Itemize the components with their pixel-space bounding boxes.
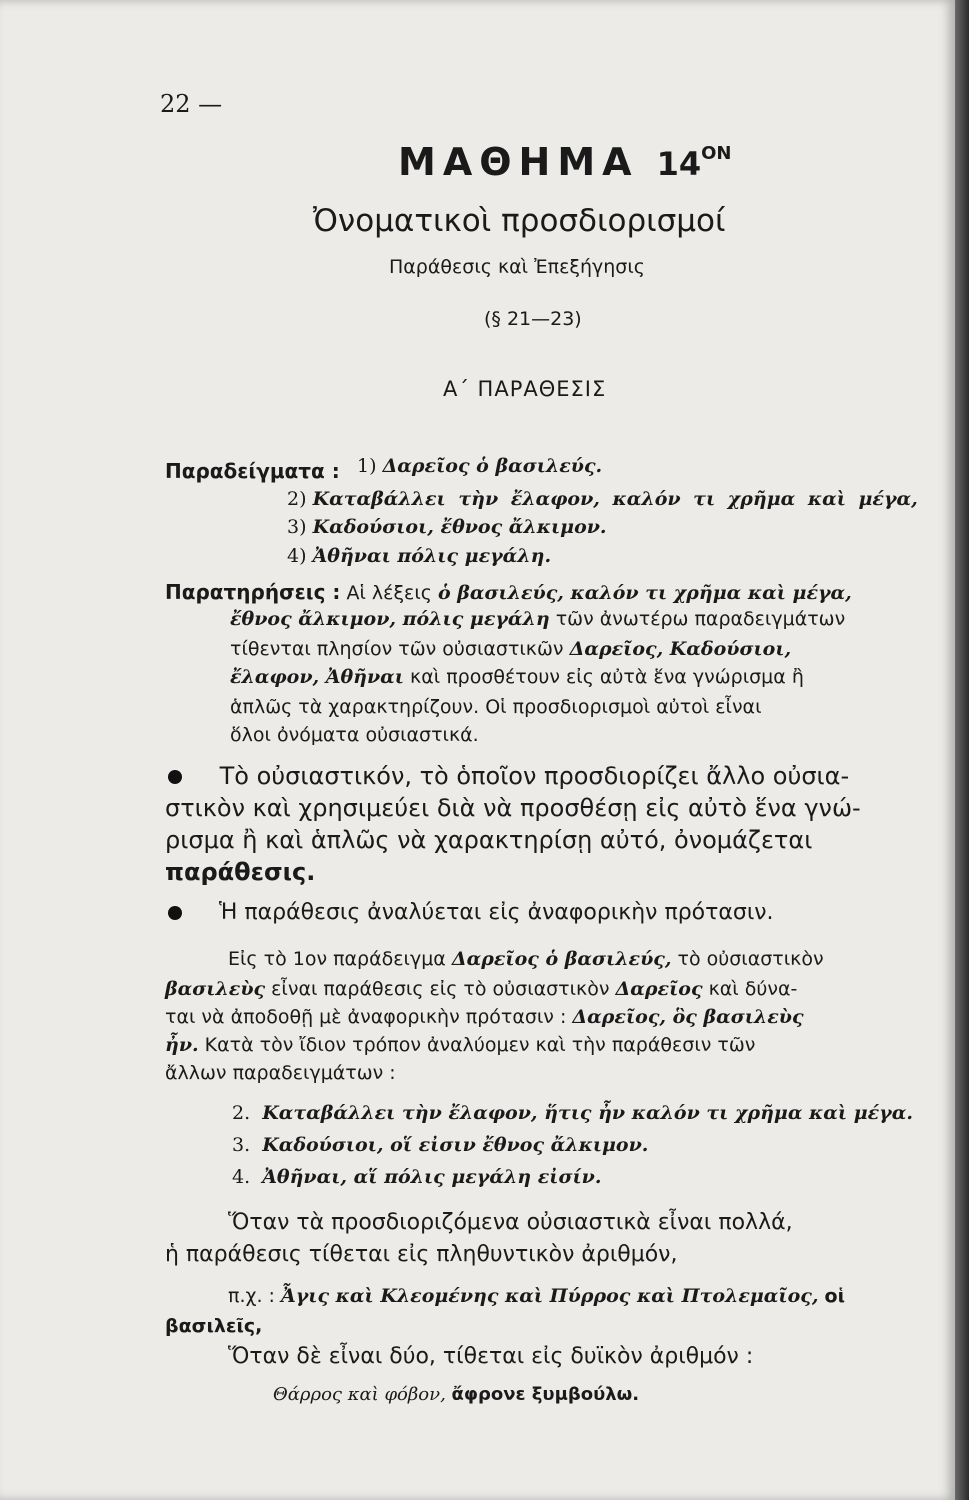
section-title: Α΄ ΠΑΡΑΘΕΣΙΣ — [443, 377, 607, 401]
rule2-text: Ἡ παράθεσις ἀναλύεται εἰς ἀναφορικὴν πρότασιν. — [219, 900, 774, 925]
example-text: Καταβάλλει τὴν ἔλαφον, καλόν τι χρῆμα καὶ μέγα, — [312, 488, 918, 510]
examples-label: Παραδείγματα : — [165, 459, 340, 483]
explanation-text: Εἰς τὸ 1ον παράδειγμα — [228, 948, 446, 970]
observations-line-6: ὅλοι ὀνόματα οὐσιαστικά. — [230, 724, 479, 746]
dual-line-1: Ὅταν δὲ εἶναι δύο, τίθεται εἰς δυϊκὸν ἀριθμόν : — [228, 1344, 754, 1369]
bullet-icon — [168, 906, 182, 920]
analyzed-item-4 — [232, 1166, 601, 1188]
page-number: 22 — — [160, 90, 223, 118]
explanation-text: καὶ δύνα- — [708, 978, 798, 1000]
rule1-line-4: παράθεσις. — [165, 858, 316, 886]
explanation-text: Κατὰ τὸν ἴδιον τρόπον ἀναλύομεν καὶ τὴν παράθεσιν τῶν — [204, 1034, 756, 1056]
lesson-suffix: ΟΝ — [701, 143, 732, 164]
rule2 — [168, 900, 774, 925]
observations-line-5: ἁπλῶς τὰ χαρακτηρίζουν. Οἱ προσδιορισμοὶ αὐτοὶ εἶναι — [230, 696, 762, 718]
analyzed-number: 2. — [232, 1102, 251, 1124]
rule1-line-2: στικὸν καὶ χρησιμεύει διὰ νὰ προσθέσῃ εἰς αὐτὸ ἕνα γνώ- — [165, 794, 861, 822]
explanation-italic: Δαρεῖος, ὃς βασιλεὺς — [572, 1006, 804, 1028]
observations-line-4 — [230, 666, 804, 688]
explanation-italic: ἦν. — [165, 1034, 199, 1056]
rule1-line-3: ρισμα ἢ καὶ ἁπλῶς νὰ χαρακτηρίσῃ αὐτό, ὀνομάζεται — [165, 826, 813, 854]
analyzed-text: Καδούσιοι, οἵ εἰσιν ἔθνος ἄλκιμον. — [262, 1134, 649, 1156]
observations-label: Παρατηρήσεις : — [165, 580, 341, 604]
lesson-word: ΜΑΘΗΜΑ — [398, 140, 639, 184]
analyzed-item-3 — [232, 1134, 648, 1156]
analyzed-number: 4. — [232, 1166, 251, 1188]
rule1-text: Τὸ οὐσιαστικόν, τὸ ὁποῖον προσδιορίζει ἄλλο οὐσια- — [219, 762, 850, 790]
explanation-text: ται νὰ ἀποδοθῇ μὲ ἀναφορικὴν πρότασιν : — [165, 1006, 567, 1028]
explanation-italic: Δαρεῖος ὁ βασιλεύς, — [451, 948, 672, 970]
explanation-line-5: ἄλλων παραδειγμάτων : — [165, 1062, 396, 1084]
example-text: Δαρεῖος ὁ βασιλεύς. — [382, 455, 603, 477]
observations-text: τίθενται πλησίον τῶν οὐσιαστικῶν — [230, 638, 564, 660]
observations-italic: ἔθνος ἄλκιμον, πόλις μεγάλη — [230, 608, 550, 630]
explanation-italic: βασιλεὺς — [165, 978, 266, 1000]
explanation-text: τὸ οὐσιαστικὸν — [677, 948, 824, 970]
observations-text: τῶν ἀνωτέρω παραδειγμάτων — [555, 608, 846, 630]
observations-text: καὶ προσθέτουν εἰς αὐτὰ ἕνα γνώρισμα ἢ — [410, 666, 804, 688]
rule1-line-1 — [168, 762, 849, 790]
observations-line-1 — [165, 580, 852, 604]
observations-line-2 — [230, 608, 845, 630]
explanation-line-2 — [165, 978, 797, 1000]
example-number: 2) — [287, 488, 307, 510]
bullet-icon — [168, 770, 182, 784]
plural-example-bold: οἱ — [824, 1285, 845, 1307]
section-reference: (§ 21—23) — [484, 308, 582, 330]
dual-example-italic: Θάρρος καὶ φόβον, — [273, 1384, 446, 1405]
example-number: 3) — [287, 516, 307, 538]
observations-italic: Δαρεῖος, Καδούσιοι, — [569, 638, 792, 660]
example-text: Ἀθῆναι πόλις μεγάλη. — [312, 545, 552, 567]
plural-px: π.χ. : — [228, 1285, 275, 1307]
example-item-2 — [287, 488, 918, 510]
plural-example-line-2: βασιλεῖς, — [165, 1315, 263, 1337]
explanation-line-3 — [165, 1006, 804, 1028]
example-number: 1) — [357, 455, 377, 477]
analyzed-item-2 — [232, 1102, 913, 1124]
analyzed-number: 3. — [232, 1134, 251, 1156]
example-item-3 — [287, 516, 607, 538]
chapter-subtitle: Ὀνοματικοὶ προσδιορισμοί — [313, 203, 726, 239]
analyzed-text: Ἀθῆναι, αἵ πόλις μεγάλη εἰσίν. — [262, 1166, 602, 1188]
lesson-number: 14 — [656, 145, 702, 183]
explanation-italic: Δαρεῖος — [615, 978, 703, 1000]
explanation-line-1 — [228, 948, 824, 970]
explanation-line-4 — [165, 1034, 755, 1056]
example-text: Καδούσιοι, ἔθνος ἄλκιμον. — [312, 516, 607, 538]
analyzed-text: Καταβάλλει τὴν ἔλαφον, ἥτις ἦν καλόν τι χρῆμα καὶ μέγα. — [262, 1102, 913, 1124]
observations-line-3 — [230, 638, 791, 660]
explanation-text: εἶναι παράθεσις εἰς τὸ οὐσιαστικὸν — [271, 978, 610, 1000]
plural-line-1: Ὅταν τὰ προσδιοριζόμενα οὐσιαστικὰ εἶναι πολλά, — [228, 1210, 793, 1235]
dual-example — [273, 1384, 639, 1405]
example-item-1 — [357, 455, 602, 477]
example-number: 4) — [287, 545, 307, 567]
lesson-heading — [398, 140, 731, 184]
dual-example-bold: ἄφρονε ξυμβούλω. — [451, 1384, 640, 1405]
observations-italic: ἔλαφον, Ἀθῆναι — [230, 666, 404, 688]
observations-text: Αἱ λέξεις — [346, 582, 432, 604]
observations-italic: ὁ βασιλεύς, καλόν τι χρῆμα καὶ μέγα, — [437, 582, 852, 604]
plural-line-2: ἡ παράθεσις τίθεται εἰς πληθυντικὸν ἀριθμόν, — [165, 1242, 678, 1267]
page-edge-shadow — [955, 0, 969, 1500]
chapter-subtitle-secondary: Παράθεσις καὶ Ἐπεξήγησις — [389, 256, 645, 278]
plural-example — [228, 1285, 845, 1307]
example-item-4 — [287, 545, 551, 567]
plural-example-italic: Ἆγις καὶ Κλεομένης καὶ Πύρρος καὶ Πτολεμαῖος, — [280, 1285, 819, 1307]
